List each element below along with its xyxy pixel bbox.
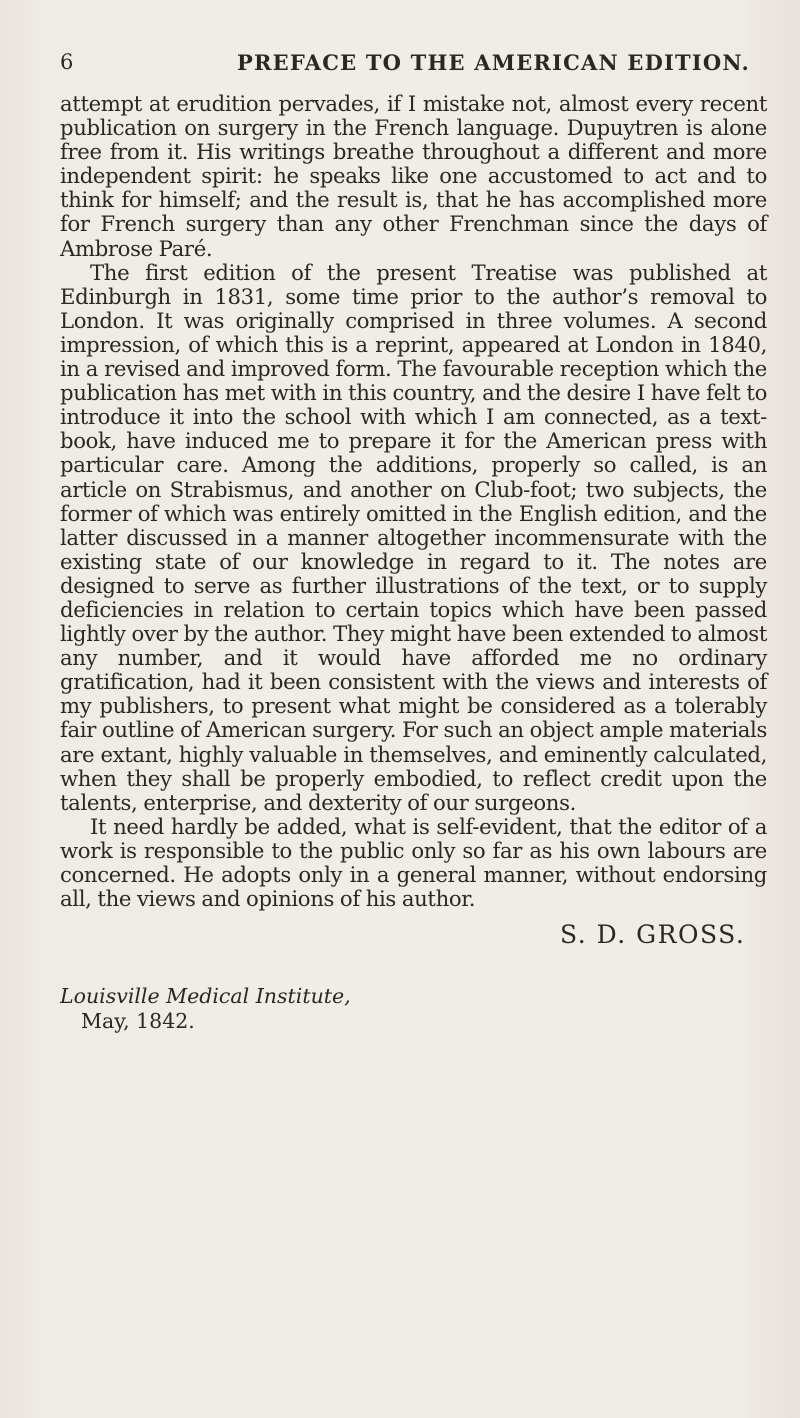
paragraph-continuation: attempt at erudition pervades, if I mistake not, almost every recent publication on surgery in the French language. Dupuytren is alone free from it. His writings breathe throughout a different and more independent spirit: he speaks like one accustomed to act and to think for himself; and the result is, that he has accomplished more for French surgery than any other Frenchman since the days of Ambrose Paré. xyxy=(60,91,767,261)
date-line: May, 1842. xyxy=(81,1009,195,1033)
running-head xyxy=(60,50,760,84)
running-title: PREFACE TO THE AMERICAN EDITION. xyxy=(237,50,750,75)
place-line: Louisville Medical Institute, xyxy=(60,984,351,1008)
page-number: 6 xyxy=(60,50,74,74)
author-signature: S. D. GROSS. xyxy=(560,920,746,949)
preface-body xyxy=(60,92,767,911)
paragraph-editor-responsibility: It need hardly be added, what is self-evident, that the editor of a work is responsible to the public only so far as his own labours are concerned. He adopts only in a general manner, without endorsing all, the views and opinions of his author. xyxy=(60,813,767,912)
paragraph-first-edition: The first edition of the present Treatise was published at Edinburgh in 1831, some time prior to the author’s removal to London. It was originally comprised in three volumes. A second impression, of which this is a reprint, appeared at London in 1840, in a revised and improved form. The favourable reception which the publication has met with in this country, and the desire I have felt to introduce it into the school with which I am connected, as a text-book, have induced me to prepare it for the American press with particular care. Among the additions, properly so called, is an article on Strabismus, and another on Club-foot; two subjects, the former of which was entirely omitted in the English edition, and the latter discussed in a manner altogether incommensurate with the existing state of our knowledge in regard to it. The notes are designed to serve as further illustrations of the text, or to supply deficiencies in relation to certain topics which have been passed lightly over by the author. They might have been extended to almost any number, and it would have afforded me no ordinary gratification, had it been consistent with the views and interests of my publishers, to present what might be considered as a tolerably fair outline of American surgery. For such an object ample materials are extant, highly valuable in themselves, and eminently calculated, when they shall be properly embodied, to reflect credit upon the talents, enterprise, and dexterity of our surgeons. xyxy=(60,259,767,815)
